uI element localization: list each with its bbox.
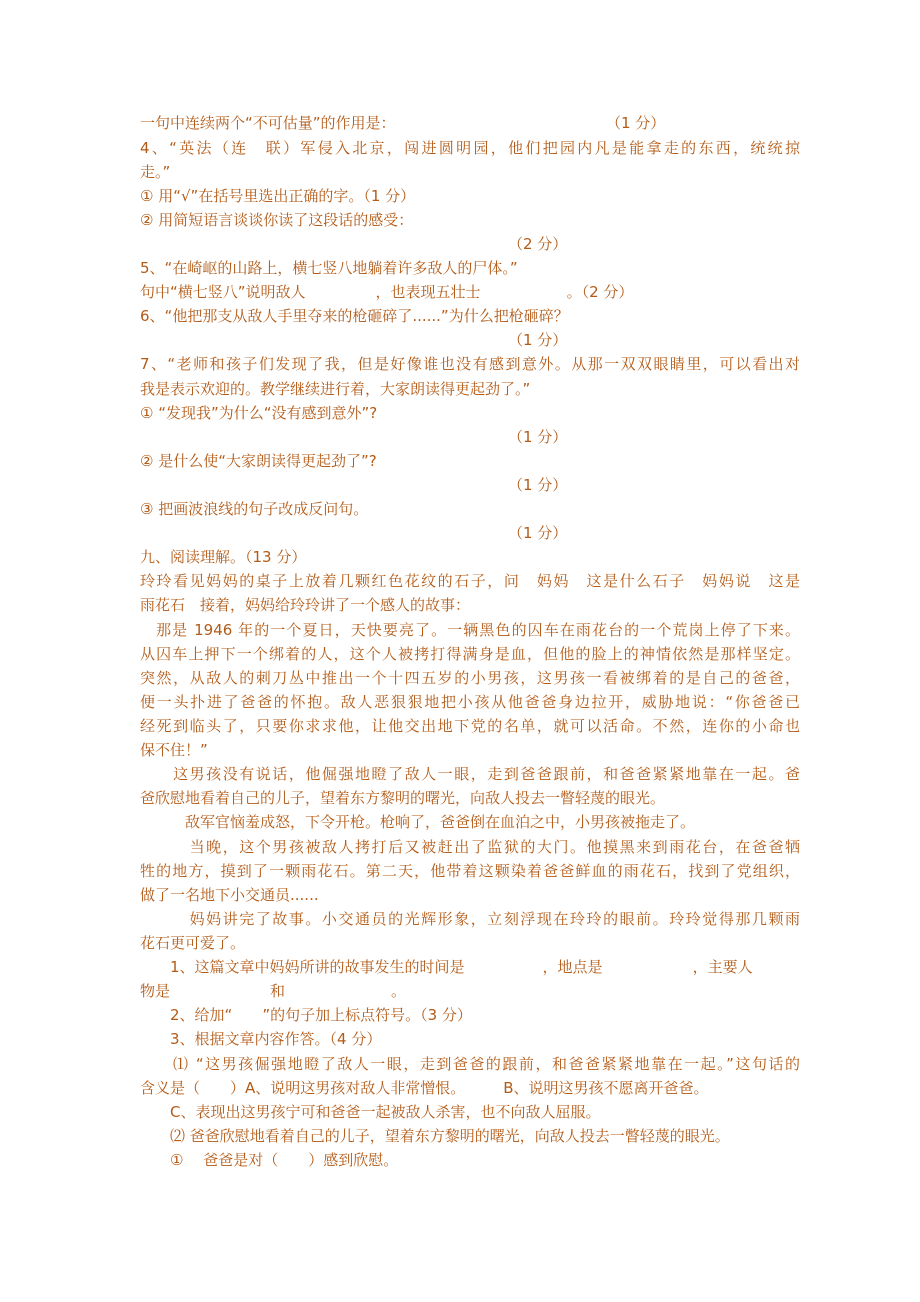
question-1-part-f: 。 <box>391 982 407 1000</box>
option-b: B、说明这男孩不愿离开爸爸。 <box>503 1079 709 1097</box>
question-7-line-1: 7、“老师和孩子们发现了我，但是好像谁也没有感到意外。从那一双双眼睛里，可以看出对 <box>140 355 800 373</box>
question-3-sub-2: ⑵ 爸爸欣慰地看着自己的儿子，望着东方黎明的曙光，向敌人投去一瞥轻蔑的眼光。 <box>140 1127 730 1145</box>
passage-line-12: 当晚，这个男孩被敌人拷打后又被赶出了监狱的大门。他摸黑来到雨花台，在爸爸牺 <box>140 838 800 856</box>
question-3: 3、根据文章内容作答。（4 分） <box>140 1030 382 1048</box>
question-7-sub-1: ① “发现我”为什么“没有感到意外”? <box>140 404 378 422</box>
question-1-part-e: 和 <box>270 982 286 1000</box>
question-1-line-2 <box>140 980 800 1002</box>
question-4-sub-2: ② 用简短语言谈谈你读了这段话的感受： <box>140 211 414 229</box>
question-3-options-ab <box>140 1077 800 1099</box>
passage-line-9: 这男孩没有说话，他倔强地瞪了敌人一眼，走到爸爸跟前，和爸爸紧紧地靠在一起。爸 <box>140 765 800 783</box>
passage-line-14: 做了一名地下小交通员...... <box>140 886 319 904</box>
passage-line-3: 那是 1946 年的一个夏日，天快要亮了。一辆黑色的囚车在雨花台的一个荒岗上停了下来。 <box>140 621 800 639</box>
question-5-part-b: ，也表现五壮士 <box>375 283 481 301</box>
question-7-sub-3: ③ 把画波浪线的句子改成反问句。 <box>140 500 369 518</box>
question-4-line-2: 走。” <box>140 163 171 181</box>
score-4: （1 分） <box>508 428 568 446</box>
score-1: （1 分） <box>606 114 666 132</box>
passage-line-11: 敌军官恼羞成怒，下令开枪。枪响了，爸爸倒在血泊之中，小男孩被拖走了。 <box>140 813 696 831</box>
passage-line-10: 爸欣慰地看着自己的儿子，望着东方黎明的曙光，向敌人投去一瞥轻蔑的眼光。 <box>140 789 666 807</box>
question-2: 2、给加“ ”的句子加上标点符号。（3 分） <box>140 1006 472 1024</box>
question-1-part-d: 物是 <box>140 982 171 1000</box>
question-3-option-c: C、表现出这男孩宁可和爸爸一起被敌人杀害，也不向敌人屈服。 <box>140 1103 601 1121</box>
question-7-line-2: 我是表示欢迎的。教学继续进行着，大家朗读得更起劲了。” <box>140 380 531 398</box>
question-3-sub-1: ⑴ “这男孩倔强地瞪了敌人一眼，走到爸爸的跟前，和爸爸紧紧地靠在一起。”这句话的 <box>140 1055 800 1073</box>
passage-line-1: 玲玲看见妈妈的桌子上放着几颗红色花纹的石子，问 妈妈 这是什么石子 妈妈说 这是 <box>140 572 800 590</box>
passage-line-4: 从囚车上押下一个绑着的人，这个人被拷打得满身是血，但他的脸上的神情依然是那样坚定。 <box>140 645 800 663</box>
question-7-sub-2: ② 是什么使“大家朗读得更起劲了”? <box>140 452 377 470</box>
line-1: 一句中连续两个“不可估量”的作用是： <box>140 114 396 132</box>
passage-line-6: 便一头扑进了爸爸的怀抱。敌人恶狠狠地把小孩从他爸爸身边拉开，威胁地说：“你爸爸已 <box>140 693 800 711</box>
passage-line-13: 牲的地方，摸到了一颗雨花石。第二天，他带着这颗染着爸爸鲜血的雨花石，找到了党组织， <box>140 862 800 880</box>
question-1-part-c: ，主要人 <box>692 958 753 976</box>
question-1-line-1 <box>140 956 800 978</box>
option-a: 含义是（ ）A、说明这男孩对敌人非常憎恨。 <box>140 1079 466 1097</box>
score-3: （1 分） <box>508 331 568 349</box>
question-1-part-b: ，地点是 <box>542 958 603 976</box>
question-5-part-a: 句中“横七竖八”说明敌人 <box>140 283 306 301</box>
passage-line-8: 保不住！” <box>140 741 208 759</box>
question-5-part-c: 。（2 分） <box>566 283 634 301</box>
question-4-sub-1: ① 用“√”在括号里选出正确的字。（1 分） <box>140 187 416 205</box>
question-4-line-1: 4、“英法（连 联）军侵入北京，闯进圆明园，他们把园内凡是能拿走的东西，统统掠 <box>140 139 800 157</box>
passage-line-7: 经死到临头了，只要你求求他，让他交出地下党的名单，就可以活命。不然，连你的小命也 <box>140 717 800 735</box>
question-6: 6、“他把那支从敌人手里夺来的枪砸碎了......”为什么把枪砸碎？ <box>140 307 569 325</box>
passage-line-16: 花石更可爱了。 <box>140 934 246 952</box>
passage-line-15: 妈妈讲完了故事。小交通员的光辉形象，立刻浮现在玲玲的眼前。玲玲觉得那几颗雨 <box>140 910 800 928</box>
question-5-line-2 <box>140 281 800 303</box>
question-1-part-a: 1、这篇文章中妈妈所讲的故事发生的时间是 <box>140 958 465 976</box>
score-5: （1 分） <box>508 476 568 494</box>
score-6: （1 分） <box>508 524 568 542</box>
section-9-heading: 九、阅读理解。（13 分） <box>140 548 307 566</box>
question-5-line-1: 5、“在崎岖的山路上，横七竖八地躺着许多敌人的尸体。” <box>140 259 518 277</box>
passage-line-5: 突然，从敌人的刺刀丛中推出一个十四五岁的小男孩，这男孩一看被绑着的是自己的爸爸， <box>140 669 800 687</box>
question-3-sub-2-item-1: ① 爸爸是对（ ）感到欣慰。 <box>140 1151 399 1169</box>
score-2: （2 分） <box>508 235 568 253</box>
passage-line-2: 雨花石 接着，妈妈给玲玲讲了一个感人的故事： <box>140 596 471 614</box>
